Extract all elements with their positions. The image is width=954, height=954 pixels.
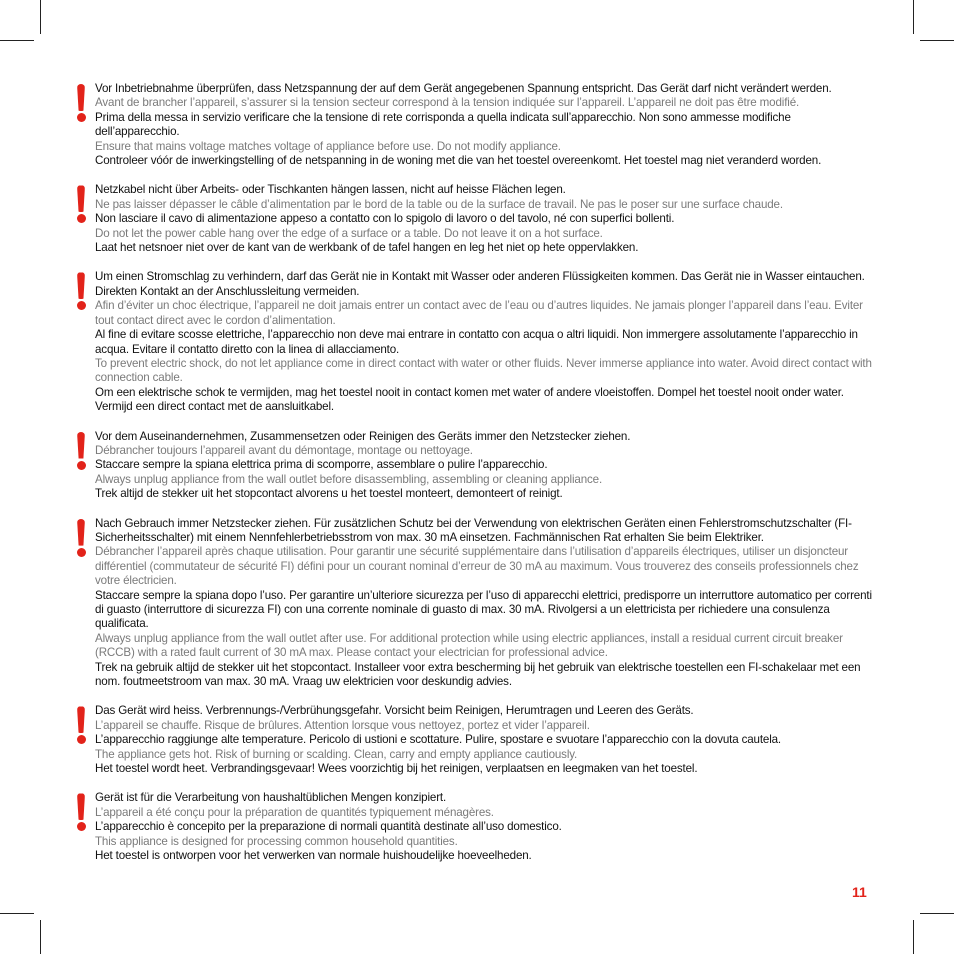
text-it: Staccare sempre la spiana elettrica prima di scomporre, assemblare o pulire l’apparecchio. [95,458,548,472]
text-fr: L’appareil a été conçu pour la préparation de quantités typiquement ménagères. [95,805,494,819]
text-fr: Débrancher l’appareil après chaque utilisation. Pour garantir une sécurité supplémentaire dans l’utilisation d’appareils électriques, utiliser un disjoncteur différentiel (commutateur de sécurité FI) défini pour un courant nominal d’erreur de 30 mA au maximum. Vous trouverez des conseils professionnels chez votre électricien. [95,545,859,588]
exclamation-icon [74,706,88,746]
text-nl: Laat het netsnoer niet over de kant van de werkbank of de tafel hangen en leg het niet op hete oppervlakken. [95,241,639,255]
crop-mark [920,40,954,41]
exclamation-icon [74,84,88,124]
text-de: Das Gerät wird heiss. Verbrennungs-/Verbrühungsgefahr. Vorsicht beim Reinigen, Herumtragen und Leeren des Geräts. [95,704,694,718]
text-en: Always unplug appliance from the wall outlet after use. For additional protection while using electric appliances, install a residual current circuit breaker (RCCB) with a rated fault current of 30 mA max. Please contact your electrician for professional advice. [95,631,843,660]
crop-mark [40,920,41,954]
text-fr: L’appareil se chauffe. Risque de brûlures. Attention lorsque vous nettoyez, portez et vider l’appareil. [95,718,590,732]
text-nl: Controleer vóór de inwerkingstelling of de netspanning in de woning met die van het toestel overeenkomt. Het toestel mag niet veranderd worden. [95,154,822,168]
text-it: L’apparecchio è concepito per la preparazione di normali quantità destinate all’uso domestico. [95,820,562,834]
safety-block-unplug-before [74,430,874,502]
text-it: Prima della messa in servizio verificare che la tensione di rete corrisponda a quella indicata sull’apparecchio. Non sono ammesse modifiche dell’apparecchio. [95,110,791,139]
text-fr: Ne pas laisser dépasser le câble d’alimentation par le bord de la table ou de la surface de travail. Ne pas le poser sur une surface chaude. [95,197,783,211]
crop-mark [0,40,34,41]
text-de: Gerät ist für die Verarbeitung von haushaltüblichen Mengen konzipiert. [95,791,447,805]
text-nl: Trek na gebruik altijd de stekker uit het stopcontact. Installeer voor extra bescherming bij het gebruik van elektrische toestellen een FI-schakelaar met een nom. foutmeetstroom van max. 30 mA. Vraag uw elektricien voor deskundig advies. [95,660,861,689]
text-nl: Het toestel wordt heet. Verbrandingsgevaar! Wees voorzichtig bij het reinigen, verplaatsen en leegmaken van het toestel. [95,762,698,776]
safety-block-household [74,791,874,863]
text-it: Al fine di evitare scosse elettriche, l’apparecchio non deve mai entrare in contatto con acqua o altri liquidi. Non immergere assolutamente l’apparecchio in acqua. Evitare il contatto diretto con la linea di allacciamento. [95,328,858,356]
crop-mark [0,913,34,914]
safety-block-water [74,270,874,414]
text-it: Staccare sempre la spiana dopo l’uso. Per garantire un’ulteriore sicurezza per l’uso di apparecchi elettrici, predisporre un interruttore automatico per correnti di guasto (interruttore di sicurezza FI) con una corrente nominale di guasto di max. 30 mA. Rivolgersi a un elettricista per richiedere una consulenza qualificata. [95,588,872,631]
exclamation-icon [74,432,88,472]
exclamation-icon [74,272,88,312]
text-en: To prevent electric shock, do not let appliance come in direct contact with water or other fluids. Never immerse appliance into water. Avoid direct contact with connection cable. [95,356,872,385]
crop-mark [40,0,41,34]
safety-block-cable [74,183,874,255]
page-number: 11 [852,884,867,900]
exclamation-icon [74,519,88,559]
text-nl: Het toestel is ontworpen voor het verwerken van normale huishoudelijke hoeveelheden. [95,849,532,863]
text-de: Nach Gebrauch immer Netzstecker ziehen. Für zusätzlichen Schutz bei der Verwendung von elektrischen Geräten einen Fehlerstromschutzschalter (FI-Sicherheitsschalter) mit einem Nennfehlerbetriebsstrom von max. 30 mA einsetzen. Fachmännischen Rat erhalten Sie beim Elektriker. [95,516,852,544]
text-it: L’apparecchio raggiunge alte temperature. Pericolo di ustioni e scottature. Pulire, spostare e svuotare l’apparecchio con la dovuta cautela. [95,733,781,747]
safety-block-unplug-after [74,517,874,690]
text-de: Um einen Stromschlag zu verhindern, darf das Gerät nie in Kontakt mit Wasser oder anderen Flüssigkeiten kommen. Das Gerät nie in Wasser eintauchen. Direkten Kontakt an der Anschlussleitung vermeiden. [95,270,865,298]
text-en: Ensure that mains voltage matches voltage of appliance before use. Do not modify appliance. [95,139,561,153]
text-de: Netzkabel nicht über Arbeits- oder Tischkanten hängen lassen, nicht auf heisse Flächen legen. [95,183,566,197]
exclamation-icon [74,185,88,225]
text-en: Always unplug appliance from the wall outlet before disassembling, assembling or cleaning appliance. [95,472,603,486]
text-de: Vor Inbetriebnahme überprüfen, dass Netzspannung der auf dem Gerät angegebenen Spannung entspricht. Das Gerät darf nicht verändert werden. [95,82,832,95]
text-en: Do not let the power cable hang over the edge of a surface or a table. Do not leave it on a hot surface. [95,226,603,240]
text-fr: Avant de brancher l’appareil, s’assurer si la tension secteur correspond à la tension indiquée sur l’appareil. L’appareil ne doit pas être modifié. [95,96,800,110]
safety-block-voltage [74,82,874,168]
text-en: The appliance gets hot. Risk of burning or scalding. Clean, carry and empty appliance cautiously. [95,747,578,761]
safety-instructions [74,82,874,879]
text-en: This appliance is designed for processing common household quantities. [95,834,458,848]
text-fr: Afin d’éviter un choc électrique, l’appareil ne doit jamais entrer un contact avec de l’eau ou d’autres liquides. Ne jamais plonger l’appareil dans l’eau. Eviter tout contact direct avec le cordon d’alimentation. [95,299,863,327]
crop-mark [913,920,914,954]
text-fr: Débrancher toujours l’appareil avant du démontage, montage ou nettoyage. [95,443,473,457]
exclamation-icon [74,793,88,833]
crop-mark [920,913,954,914]
text-de: Vor dem Auseinandernehmen, Zusammensetzen oder Reinigen des Geräts immer den Netzstecker ziehen. [95,429,631,443]
crop-mark [913,0,914,34]
text-nl: Trek altijd de stekker uit het stopcontact alvorens u het toestel monteert, demonteert of reinigt. [95,487,563,501]
safety-block-hot [74,704,874,776]
text-nl: Om een elektrische schok te vermijden, mag het toestel nooit in contact komen met water of andere vloeistoffen. Dompel het toestel nooit onder water. Vermijd een direct contact met de aansluitkabel. [95,385,844,414]
text-it: Non lasciare il cavo di alimentazione appeso a contatto con lo spigolo di lavoro o del tavolo, né con superfici bollenti. [95,212,675,226]
